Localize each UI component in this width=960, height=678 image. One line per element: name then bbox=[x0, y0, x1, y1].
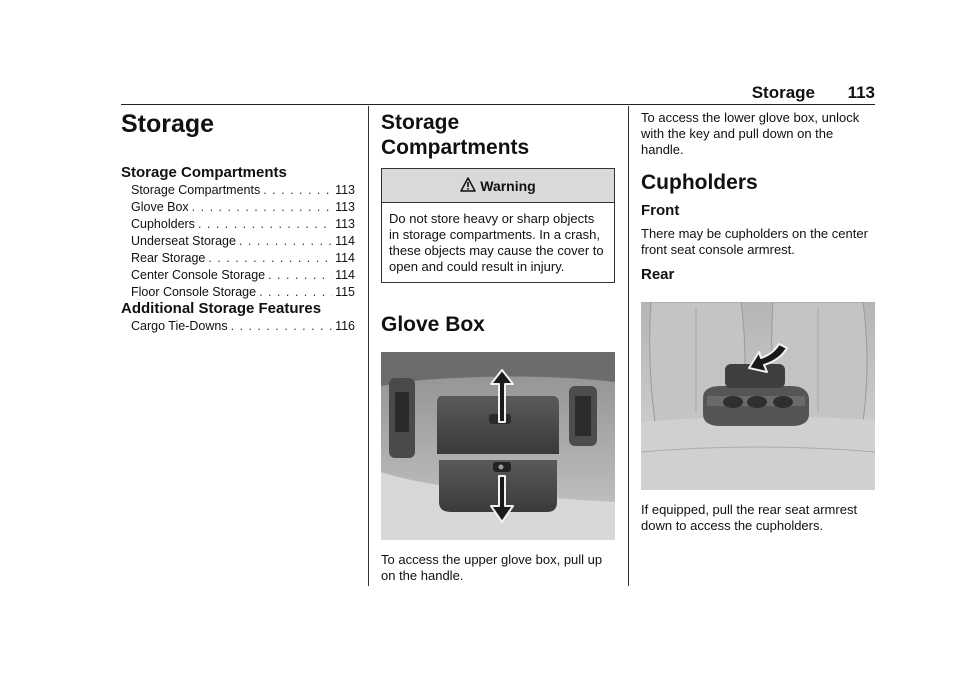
toc-entry[interactable]: Cargo Tie-Downs . . . 116 bbox=[121, 318, 355, 335]
toc-group-storage-compartments bbox=[121, 164, 355, 301]
glove-box-lower-text: To access the lower glove box, unlock with the key and pull down on the handle. bbox=[641, 110, 860, 157]
cupholders-front-text: There may be cupholders on the center front seat console armrest. bbox=[641, 226, 868, 257]
rear-armrest-illustration bbox=[641, 302, 875, 490]
toc-group-heading: Storage Compartments bbox=[121, 164, 287, 181]
column-divider bbox=[368, 106, 369, 586]
chapter-title: Storage bbox=[121, 110, 215, 138]
warning-header bbox=[382, 169, 614, 203]
toc-entry[interactable]: Glove Box . . . 113 bbox=[121, 199, 355, 216]
warning-box bbox=[381, 168, 615, 283]
toc-entry[interactable]: Cupholders . . . 113 bbox=[121, 216, 355, 233]
toc-group-additional-storage bbox=[121, 300, 355, 335]
toc-entry[interactable]: Rear Storage . . . 114 bbox=[121, 250, 355, 267]
column-divider bbox=[628, 106, 629, 586]
glove-box-illustration bbox=[381, 352, 615, 540]
section-title-cupholders: Cupholders bbox=[641, 171, 758, 194]
toc-entry[interactable]: Center Console Storage . . . 114 bbox=[121, 267, 355, 284]
subheading-front: Front bbox=[641, 202, 680, 219]
warning-text: Do not store heavy or sharp objects in storage compartments. In a crash, these objects may cause the cover to open and could result in injury. bbox=[389, 211, 604, 274]
toc-entry[interactable]: Floor Console Storage . . . 115 bbox=[121, 284, 355, 301]
toc-entry[interactable]: Storage Compartments . . . 113 bbox=[121, 182, 355, 199]
header-section-title: Storage bbox=[751, 83, 815, 102]
glove-box-photo bbox=[381, 352, 615, 540]
warning-label: Warning bbox=[480, 177, 536, 194]
section-title-glove-box: Glove Box bbox=[381, 313, 485, 336]
cupholders-rear-text: If equipped, pull the rear seat armrest down to access the cupholders. bbox=[641, 502, 858, 533]
toc-group-heading: Additional Storage Features bbox=[121, 300, 322, 317]
subheading-rear: Rear bbox=[641, 266, 675, 283]
section-title-storage-compartments: Storage Compartments bbox=[381, 111, 530, 159]
toc-entry[interactable]: Underseat Storage . . . 114 bbox=[121, 233, 355, 250]
glove-box-upper-text: To access the upper glove box, pull up on the handle. bbox=[381, 552, 603, 583]
rear-armrest-photo bbox=[641, 302, 875, 490]
page-header bbox=[121, 82, 875, 105]
header-page-number: 113 bbox=[847, 83, 875, 102]
warning-triangle-icon bbox=[460, 177, 476, 195]
